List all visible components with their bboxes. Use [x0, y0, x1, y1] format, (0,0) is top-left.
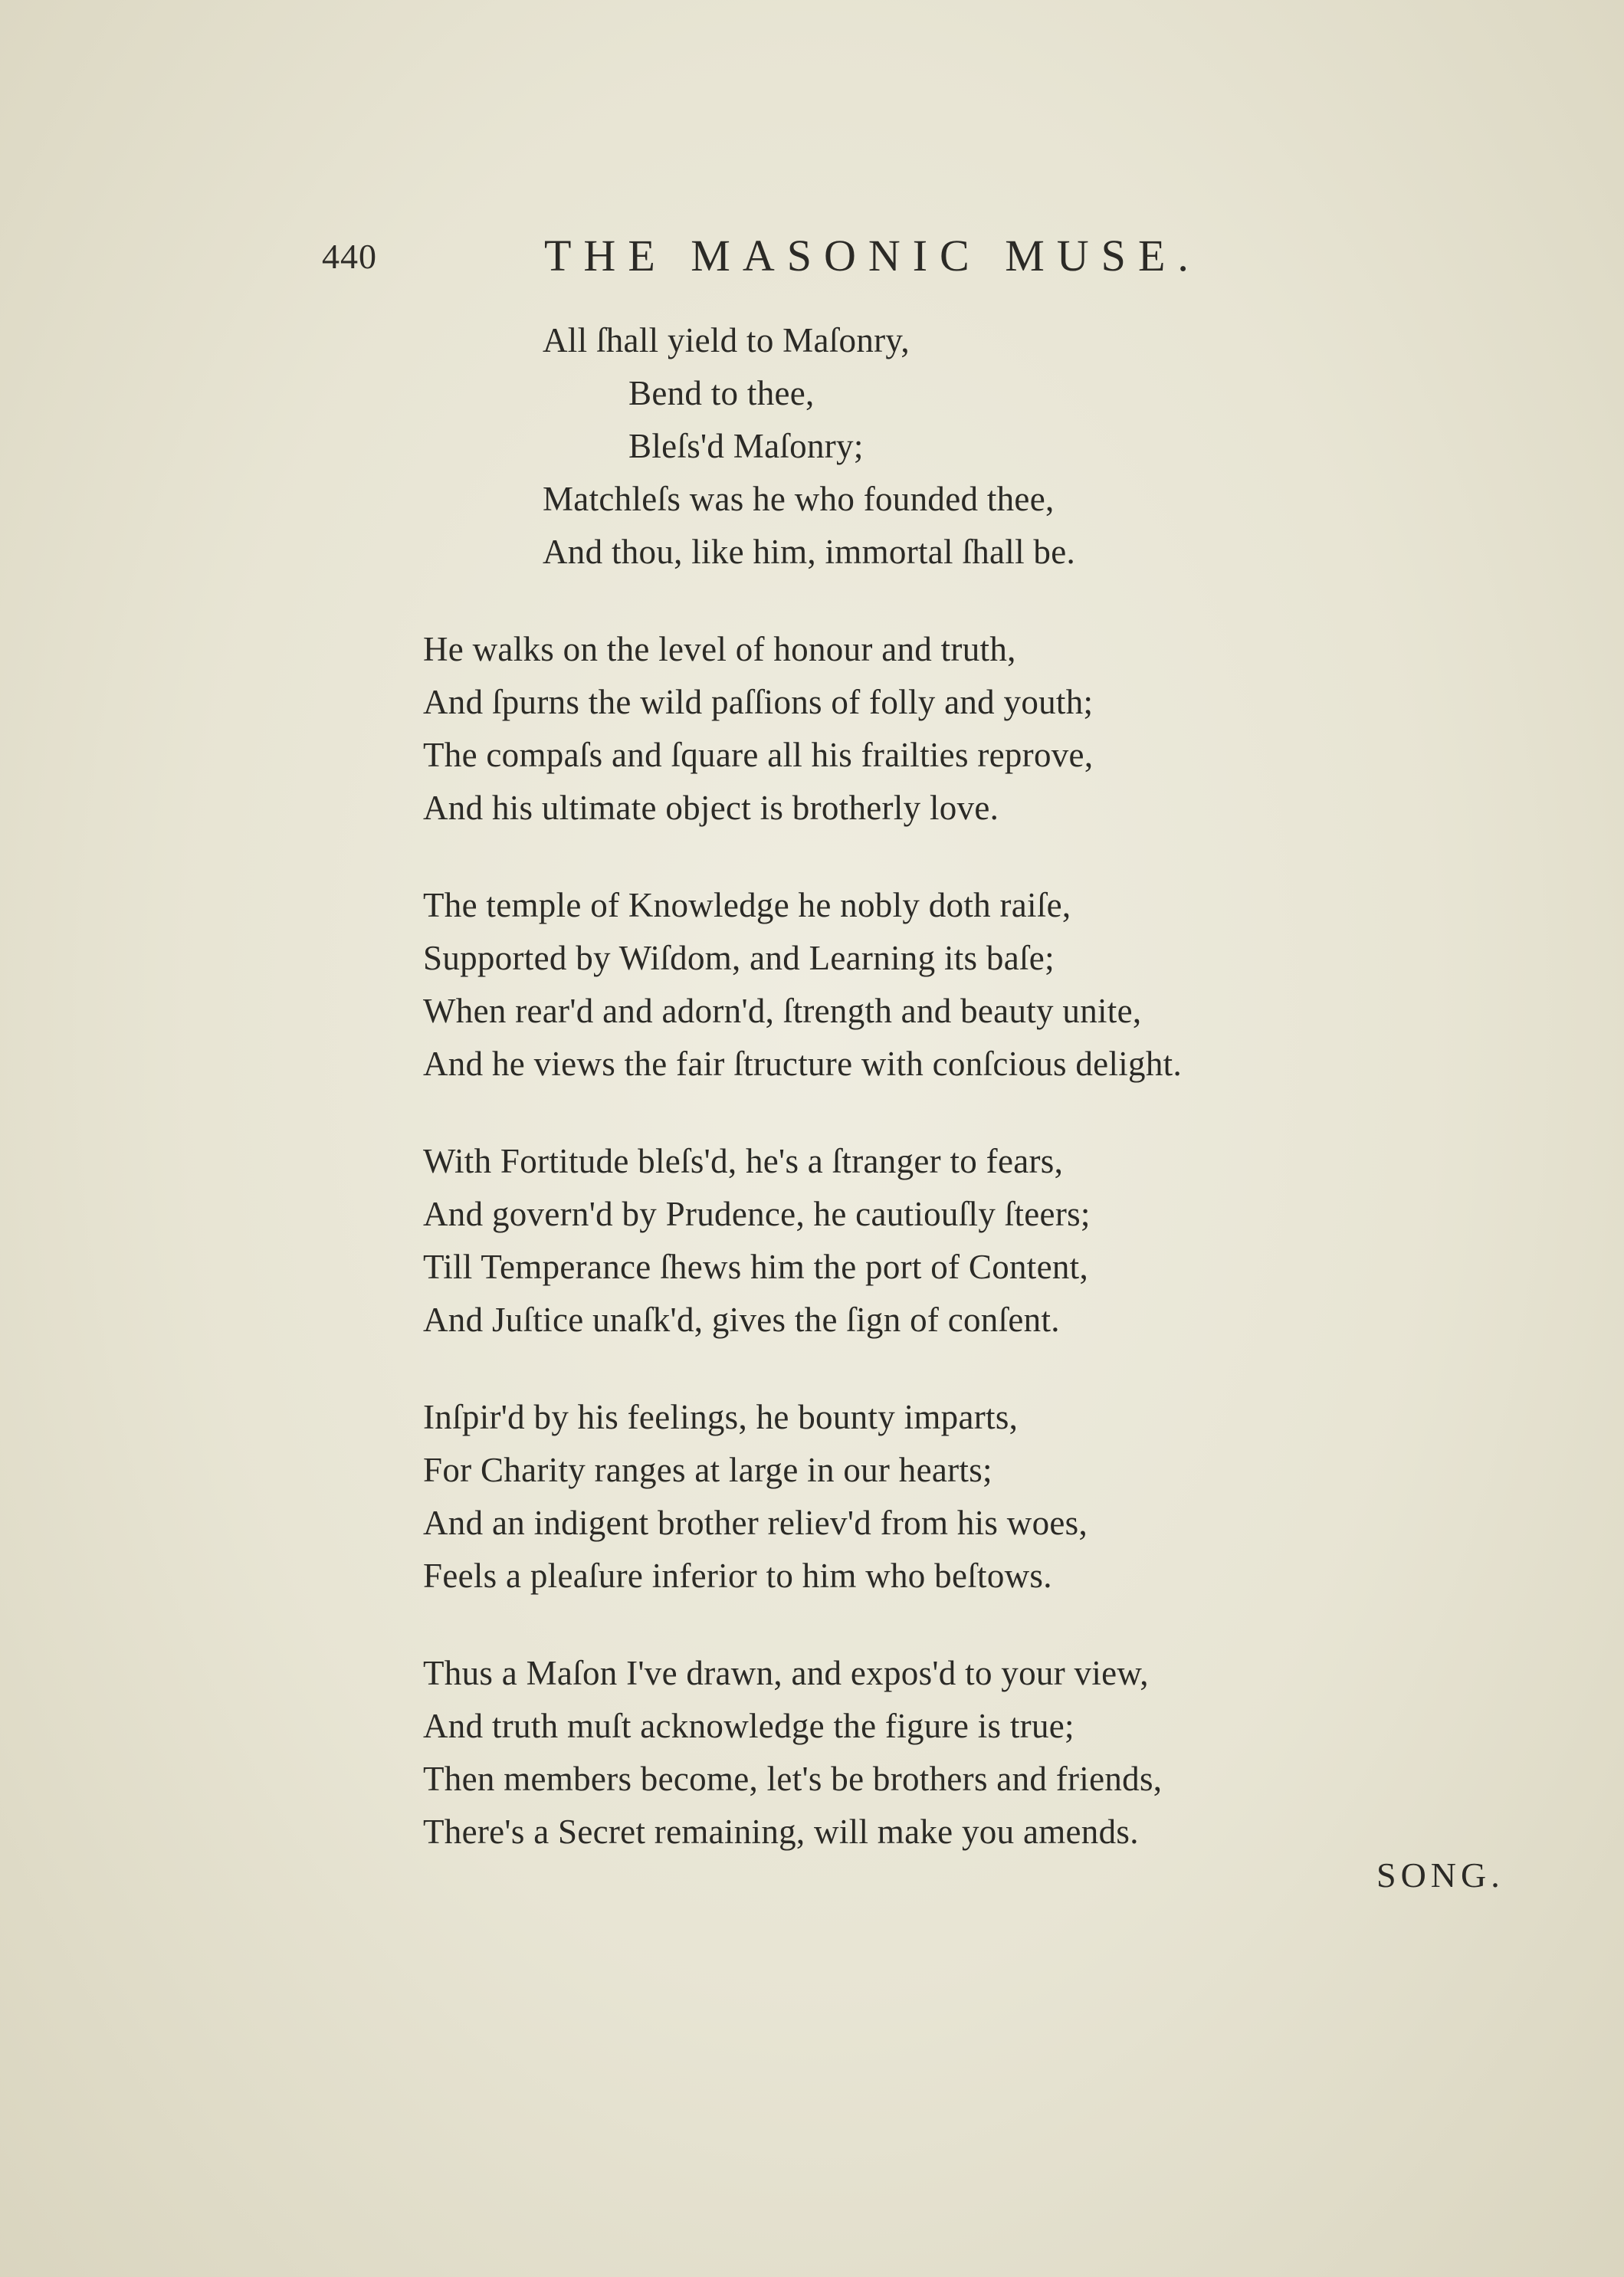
verse-line: For Charity ranges at large in our hearts;: [423, 1451, 992, 1489]
chorus-line: Bleſs'd Maſonry;: [628, 427, 864, 465]
verse-line: Supported by Wiſdom, and Learning its baſe;: [423, 939, 1055, 977]
verse-line: And an indigent brother reliev'd from his woes,: [423, 1504, 1088, 1542]
stanza-2: [0, 879, 1624, 1091]
verse-line: The compaſs and ſquare all his frailties reprove,: [423, 736, 1094, 774]
catchword: SONG.: [1376, 1855, 1504, 1895]
verse-line: Then members become, let's be brothers and friends,: [423, 1760, 1163, 1798]
page-number: 440: [322, 237, 377, 276]
page-header: [322, 230, 1303, 291]
chorus-line: Matchleſs was he who founded thee,: [543, 480, 1055, 518]
verse-line: Thus a Maſon I've drawn, and expos'd to your view,: [423, 1654, 1149, 1692]
verse-line: He walks on the level of honour and truth,: [423, 630, 1016, 668]
verse-line: And Juſtice unaſk'd, gives the ſign of conſent.: [423, 1301, 1060, 1339]
verse-line: And truth muſt acknowledge the figure is true;: [423, 1707, 1074, 1745]
verse-line: Feels a pleaſure inferior to him who beſtows.: [423, 1557, 1052, 1595]
verse-line: And his ultimate object is brotherly love.: [423, 789, 999, 827]
verse-line: Inſpir'd by his feelings, he bounty imparts,: [423, 1398, 1019, 1436]
verse-line: The temple of Knowledge he nobly doth raiſe,: [423, 886, 1071, 924]
running-head: THE MASONIC MUSE.: [544, 231, 1201, 281]
verse-line: Till Temperance ſhews him the port of Content,: [423, 1248, 1089, 1286]
chorus-stanza: [0, 314, 1624, 579]
stanza-5: [0, 1647, 1624, 1859]
chorus-line: All ſhall yield to Maſonry,: [543, 321, 910, 359]
stanza-1: [0, 623, 1624, 835]
verse-line: When rear'd and adorn'd, ſtrength and beauty unite,: [423, 992, 1142, 1030]
verse-line: And he views the fair ſtructure with conſcious delight.: [423, 1045, 1182, 1083]
verse-line: And govern'd by Prudence, he cautiouſly ſteers;: [423, 1195, 1091, 1233]
chorus-line: And thou, like him, immortal ſhall be.: [543, 533, 1076, 571]
verse-line: And ſpurns the wild paſſions of folly and youth;: [423, 683, 1094, 721]
stanza-3: [0, 1135, 1624, 1347]
verse-line: There's a Secret remaining, will make you amends.: [423, 1813, 1139, 1851]
poem-body: [0, 314, 1624, 1903]
chorus-line: Bend to thee,: [628, 374, 815, 412]
stanza-4: [0, 1391, 1624, 1603]
verse-line: With Fortitude bleſs'd, he's a ſtranger to fears,: [423, 1142, 1064, 1180]
